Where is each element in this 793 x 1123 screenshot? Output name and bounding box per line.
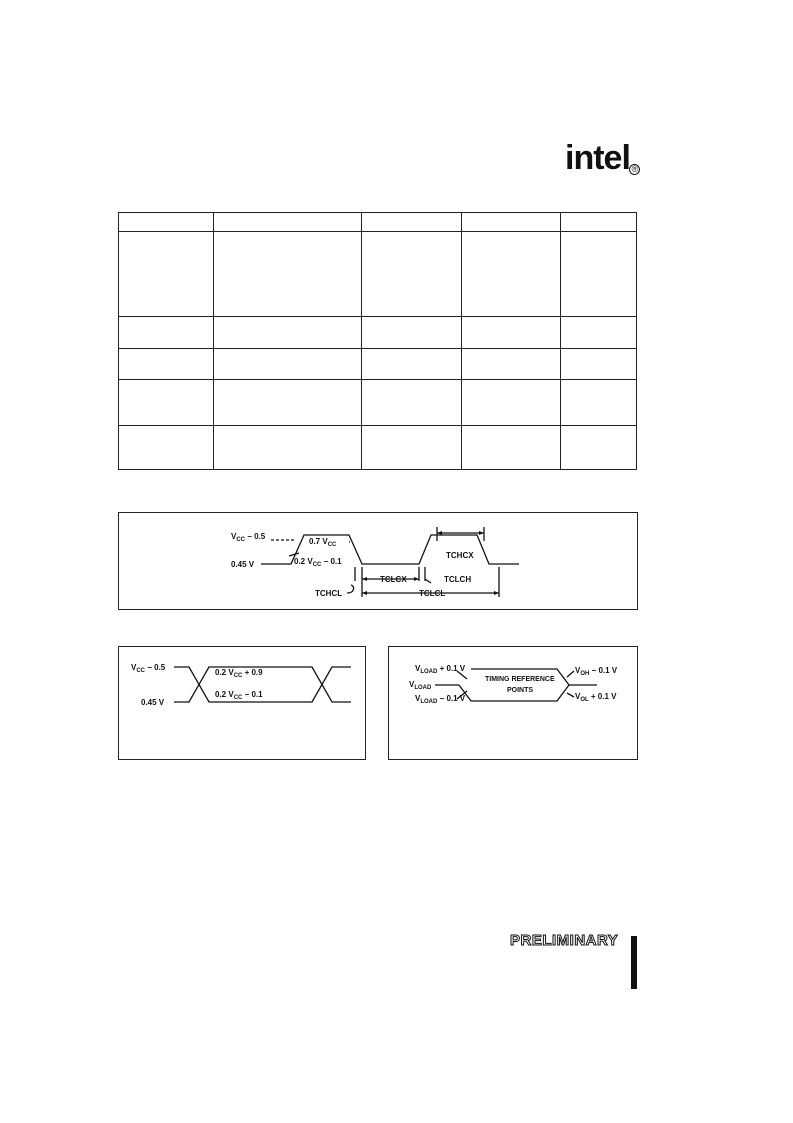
- table-cell: [119, 213, 214, 232]
- table-cell: [462, 426, 561, 470]
- tclcx-label: TCLCX: [380, 575, 407, 584]
- table-cell: [462, 380, 561, 426]
- float-waveform-panel: [388, 646, 638, 760]
- table-row: [119, 380, 637, 426]
- table-cell: [362, 317, 462, 349]
- table-cell: [362, 380, 462, 426]
- vil-level-label: 0.2 $V_{CC} - 0.1$: [215, 690, 263, 701]
- v045-label: 0.45 V: [141, 698, 165, 707]
- table-cell: [561, 426, 637, 470]
- table-cell: [119, 232, 214, 317]
- table-cell: [214, 426, 362, 470]
- table-cell: [561, 317, 637, 349]
- voh-label: $V_{OH} - 0.1$ V: [575, 666, 618, 677]
- clock-waveform-panel: [118, 512, 638, 610]
- vload-minus-label: $V_{LOAD} - 0.1$ V: [415, 694, 466, 705]
- table-row: [119, 349, 637, 380]
- table-cell: [462, 349, 561, 380]
- timing-ref-line1: TIMING REFERENCE: [485, 676, 555, 683]
- table-cell: [119, 426, 214, 470]
- v07-label: 0.7 $V_{CC}$: [309, 537, 337, 548]
- table-cell: [214, 213, 362, 232]
- v02-label: 0.2 $V_{CC} - 0.1$: [294, 557, 342, 568]
- vcc-minus-label: $V_{CC} - 0.5$: [231, 532, 266, 543]
- table-row: [119, 426, 637, 470]
- table-cell: [561, 232, 637, 317]
- input-waveform-panel: [118, 646, 366, 760]
- table-cell: [362, 232, 462, 317]
- table-cell: [362, 349, 462, 380]
- float-waveform-diagram: [389, 647, 637, 759]
- intel-logo: [565, 138, 638, 178]
- table-row: [119, 317, 637, 349]
- tchcl-label: TCHCL: [315, 589, 343, 598]
- table-cell: [214, 349, 362, 380]
- table-cell: [561, 380, 637, 426]
- registered-mark: ®: [629, 164, 640, 175]
- table-header-row: [119, 213, 637, 232]
- table-cell: [462, 317, 561, 349]
- table-cell: [561, 349, 637, 380]
- tchcx-label: TCHCX: [446, 551, 474, 560]
- vload-label: $V_{LOAD}$: [409, 680, 432, 691]
- table-cell: [362, 426, 462, 470]
- clock-waveform-diagram: [119, 513, 637, 609]
- table-cell: [362, 213, 462, 232]
- vcc-label: $V_{CC} - 0.5$: [131, 663, 166, 674]
- table-cell: [462, 232, 561, 317]
- tclch-label: TCLCH: [444, 575, 472, 584]
- table-cell: [561, 213, 637, 232]
- vih-level-label: 0.2 $V_{CC} + 0.9$: [215, 668, 263, 679]
- table-row: [119, 232, 637, 317]
- table-cell: [119, 380, 214, 426]
- v045-label: 0.45 V: [231, 560, 255, 569]
- timing-ref-line2: POINTS: [507, 687, 534, 694]
- table-cell: [119, 349, 214, 380]
- table-cell: [214, 317, 362, 349]
- vol-label: $V_{OL} + 0.1$ V: [575, 692, 617, 703]
- input-waveform-diagram: [119, 647, 365, 759]
- spec-table: [118, 212, 637, 470]
- table-cell: [119, 317, 214, 349]
- table-cell: [214, 380, 362, 426]
- page-edge-marker: [631, 936, 637, 989]
- tclcl-label: TCLCL: [419, 589, 446, 598]
- logo-text: intel: [565, 139, 630, 177]
- table-cell: [214, 232, 362, 317]
- table-cell: [462, 213, 561, 232]
- preliminary-label: PRELIMINARY: [510, 932, 619, 949]
- vload-plus-label: $V_{LOAD} + 0.1$ V: [415, 664, 466, 675]
